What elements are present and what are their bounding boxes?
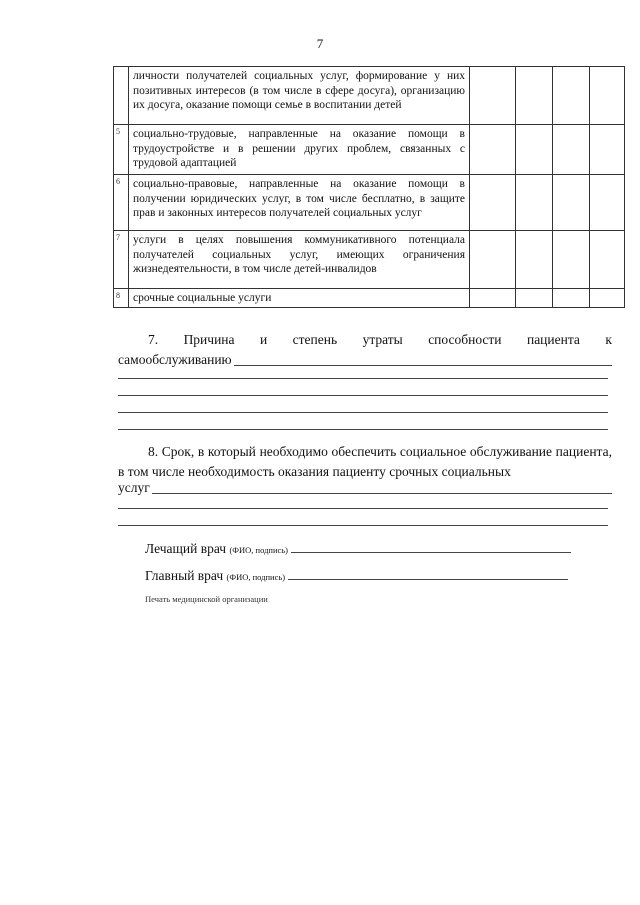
table-row [114, 67, 625, 125]
stamp-label: Печать медицинской организации [145, 594, 268, 604]
empty-cell [553, 67, 590, 125]
table-row [114, 231, 625, 289]
section-8-last: услуг [118, 480, 150, 495]
empty-cell [590, 175, 625, 231]
table-row [114, 175, 625, 231]
section-7-line2: самообслуживанию [118, 352, 232, 367]
empty-cell [516, 175, 553, 231]
empty-cell [470, 231, 516, 289]
answer-line[interactable] [118, 412, 608, 413]
row-number: 5 [114, 125, 129, 175]
empty-cell [590, 125, 625, 175]
section-8: 8. Срок, в который необходимо обеспечить социальное обслуживание пациента, в том числе необходимость оказания пациенту срочных социальных [118, 444, 612, 479]
empty-cell [470, 175, 516, 231]
section-7-heading: 7. Причина и степень утраты способности пациента к [148, 332, 612, 347]
signature-line[interactable] [288, 567, 568, 580]
row-number: 7 [114, 231, 129, 289]
chief-physician-signature: Главный врач (ФИО, подпись) [145, 567, 568, 584]
row-number [114, 67, 129, 125]
row-number: 6 [114, 175, 129, 231]
answer-line[interactable] [234, 350, 612, 366]
empty-cell [516, 231, 553, 289]
empty-cell [553, 289, 590, 308]
empty-cell [516, 67, 553, 125]
page-number: 7 [316, 36, 324, 51]
answer-line[interactable] [118, 395, 608, 396]
answer-line[interactable] [118, 378, 608, 379]
empty-cell [470, 125, 516, 175]
row-description: социально-трудовые, направленные на оказание помощи в трудоустройстве и в решении других проблем, связанных с трудовой адаптацией [129, 125, 470, 175]
empty-cell [553, 231, 590, 289]
empty-cell [516, 289, 553, 308]
attending-physician-signature: Лечащий врач (ФИО, подпись) [145, 540, 571, 557]
row-description: срочные социальные услуги [129, 289, 470, 308]
row-number: 8 [114, 289, 129, 308]
answer-line[interactable] [118, 429, 608, 430]
answer-line[interactable] [118, 525, 608, 526]
empty-cell [553, 125, 590, 175]
table-row [114, 125, 625, 175]
signature-line[interactable] [291, 540, 571, 553]
services-table [113, 66, 625, 308]
section-7 [118, 330, 612, 370]
empty-cell [590, 67, 625, 125]
answer-line[interactable] [118, 508, 608, 509]
empty-cell [590, 231, 625, 289]
table-row [114, 289, 625, 308]
row-description: социально-правовые, направленные на оказание помощи в получении юридических услуг, в том числе бесплатно, в защите прав и законных интересов получателей социальных услуг [129, 175, 470, 231]
row-description: услуги в целях повышения коммуникативного потенциала получателей социальных услуг, имеющих ограничения жизнедеятельности, в том числе детей-инвалидов [129, 231, 470, 289]
empty-cell [470, 67, 516, 125]
empty-cell [470, 289, 516, 308]
answer-line[interactable] [152, 478, 612, 494]
row-description: личности получателей социальных услуг, формирование у них позитивных интересов (в том числе в сфере досуга), организацию их досуга, оказание помощи семье в воспитании детей [129, 67, 470, 125]
empty-cell [553, 175, 590, 231]
empty-cell [590, 289, 625, 308]
empty-cell [516, 125, 553, 175]
